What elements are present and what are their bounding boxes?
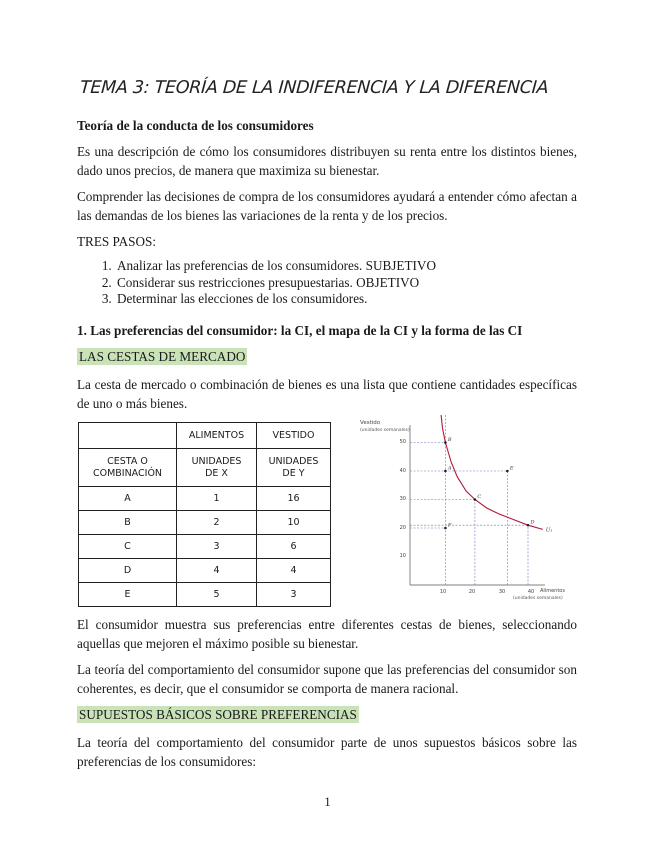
- basket-point: [506, 470, 509, 473]
- table-cell: 5: [177, 583, 257, 607]
- table-row: [79, 583, 331, 607]
- table-cell: A: [79, 487, 177, 511]
- table-cell: B: [79, 511, 177, 535]
- x-axis-sublabel: (unidades semanales): [513, 596, 563, 601]
- table-cell: D: [79, 559, 177, 583]
- heading-1: 1. Las preferencias del consumidor: la CI, el mapa de la CI y la forma de las CI: [77, 323, 523, 338]
- y-axis-label: Vestido: [360, 420, 381, 426]
- indifference-curve-graph: [360, 415, 570, 605]
- paragraph-6: La teoría del comportamiento del consumidor parte de unos supuestos básicos sobre las preferencias de los consumidores:: [77, 735, 577, 769]
- table-cell: 16: [257, 487, 331, 511]
- table-subheader-cell: [257, 449, 331, 487]
- table-subheader-row: [79, 449, 331, 487]
- basket-points: [444, 437, 534, 529]
- table-header-cell: VESTIDO: [257, 423, 331, 449]
- table-cell: 6: [257, 535, 331, 559]
- table-row: [79, 535, 331, 559]
- table-cell: C: [79, 535, 177, 559]
- y-tick-label: 20: [399, 525, 406, 531]
- market-basket-table: [78, 422, 331, 607]
- y-tick-label: 10: [399, 553, 406, 559]
- y-tick-label: 30: [399, 496, 406, 502]
- paragraph-5: La teoría del comportamiento del consumidor supone que las preferencias del consumidor son coherentes, es decir, que el consumidor se comporta de manera racional.: [77, 662, 577, 696]
- basket-point: [444, 470, 447, 473]
- x-axis-label: Alimentos: [540, 588, 565, 594]
- page-title: TEMA 3: TEORÍA DE LA INDIFERENCIA Y LA DIFERENCIA: [79, 78, 549, 98]
- table-cell: 3: [177, 535, 257, 559]
- table-header-row: [79, 423, 331, 449]
- highlight-heading-2: [77, 706, 577, 725]
- x-tick-label: 20: [468, 589, 476, 595]
- highlight-heading-1: [77, 348, 577, 367]
- cell-text: UNIDADES DE Y: [268, 455, 319, 479]
- table-subheader-cell: [177, 449, 257, 487]
- table-row: [79, 559, 331, 583]
- y-tick-label: 50: [399, 439, 406, 445]
- table-cell: 1: [177, 487, 257, 511]
- table-cell: 2: [177, 511, 257, 535]
- x-tick-label: 40: [527, 589, 535, 595]
- basket-point-label: A: [447, 465, 452, 472]
- basket-point: [474, 498, 477, 501]
- x-tick-label: 30: [498, 589, 506, 595]
- x-tick-labels: [440, 589, 534, 595]
- basket-point-label: F: [447, 522, 452, 529]
- y-tick-label: 40: [399, 468, 406, 474]
- page-number: 1: [324, 794, 331, 809]
- paragraph-4: El consumidor muestra sus preferencias entre diferentes cestas de bienes, seleccionando aquellas que mejoren el máximo posible su bienestar.: [77, 617, 577, 651]
- list-item: 2. Considerar sus restricciones presupuestarias. OBJETIVO: [115, 275, 436, 292]
- y-axis-sublabel: (unidades semanales): [360, 428, 410, 433]
- basket-point: [444, 527, 447, 530]
- basket-point-label: C: [477, 494, 482, 500]
- basket-point-label: D: [530, 519, 535, 526]
- table-header-cell: ALIMENTOS: [177, 423, 257, 449]
- cell-text: UNIDADES DE X: [191, 455, 242, 479]
- table-cell: E: [79, 583, 177, 607]
- table-cell: 4: [177, 559, 257, 583]
- indifference-curve: [440, 415, 542, 529]
- basket-point-label: E: [509, 465, 514, 472]
- cell-text: CESTA O COMBINACIÓN: [92, 455, 163, 479]
- basket-point: [527, 524, 530, 527]
- table-cell: 10: [257, 511, 331, 535]
- steps-list: [77, 258, 436, 308]
- y-tick-labels: [400, 439, 406, 559]
- table-cell: 3: [257, 583, 331, 607]
- curve-label: U₁: [545, 527, 553, 534]
- section-heading: Teoría de la conducta de los consumidores: [77, 118, 314, 133]
- list-item: 1. Analizar las preferencias de los consumidores. SUBJETIVO: [115, 258, 436, 275]
- table-header-cell: [79, 423, 177, 449]
- table-subheader-cell: [79, 449, 177, 487]
- paragraph-1: Es una descripción de cómo los consumidores distribuyen su renta entre los distintos bienes, dado unos precios, de manera que maximiza su bienestar.: [77, 144, 577, 178]
- tres-pasos-label: TRES PASOS:: [77, 234, 157, 249]
- paragraph-3: La cesta de mercado o combinación de bienes es una lista que contiene cantidades específicas de uno o más bienes.: [77, 377, 577, 411]
- table-cell: 4: [257, 559, 331, 583]
- highlight-text: SUPUESTOS BÁSICOS SOBRE PREFERENCIAS: [79, 707, 357, 722]
- table-row: [79, 487, 331, 511]
- x-tick-label: 10: [439, 589, 447, 595]
- paragraph-2: Comprender las decisiones de compra de los consumidores ayudará a entender cómo afectan a las demandas de los bienes las variaciones de la renta y de los precios.: [77, 189, 577, 223]
- basket-point: [444, 441, 447, 444]
- highlight-text: LAS CESTAS DE MERCADO: [79, 349, 246, 364]
- basket-point-label: B: [447, 437, 452, 443]
- guide-lines: [410, 415, 528, 585]
- table-row: [79, 511, 331, 535]
- list-item: 3. Determinar las elecciones de los consumidores.: [115, 291, 436, 308]
